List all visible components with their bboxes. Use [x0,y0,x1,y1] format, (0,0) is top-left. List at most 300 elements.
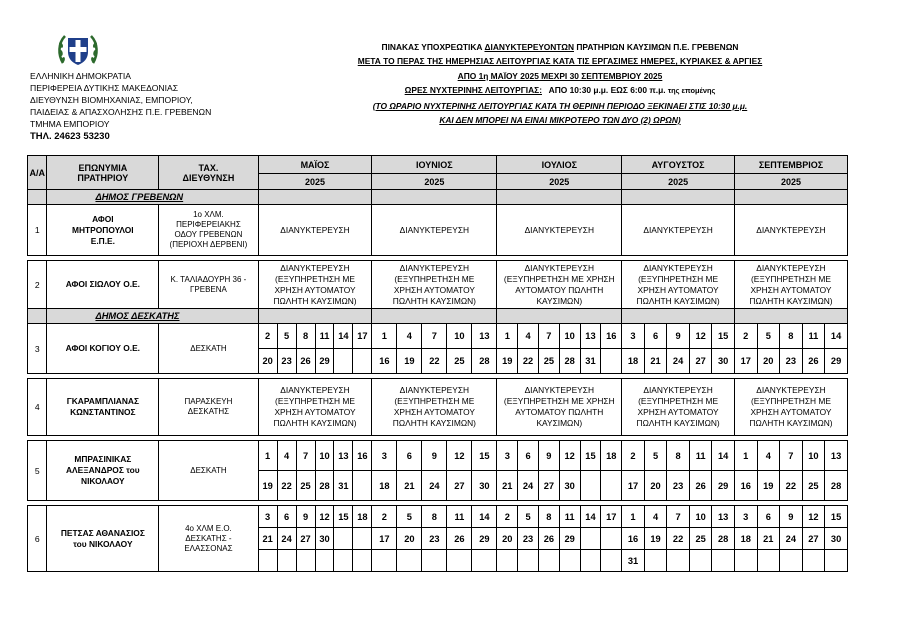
duty-day: 10 [447,324,472,349]
duty-day: 8 [538,506,559,528]
service-text: ΔΙΑΝΥΚΤΕΡΕΥΣΗ [756,262,826,273]
duty-day: 22 [667,528,690,550]
duty-day: 3 [734,506,757,528]
duty-day: 29 [559,528,580,550]
duty-day: 23 [667,471,690,501]
duty-day: 4 [757,441,780,471]
duty-day [780,550,803,572]
service-cell: ΔΙΑΝΥΚΤΕΡΕΥΣΗ [497,205,622,256]
duty-day: 7 [780,441,803,471]
duty-day [472,550,497,572]
duty-day: 20 [258,349,277,374]
service-text: ΧΡΗΣΗ ΑΥΤΟΜΑΤΟΥ [750,284,832,295]
duty-day: 14 [825,324,848,349]
section-spacer [28,190,47,205]
duty-day: 25 [447,349,472,374]
duty-day: 20 [644,471,667,501]
duty-day: 22 [518,349,539,374]
service-text: ΧΡΗΣΗ ΑΥΤΟΜΑΤΟΥ [393,407,475,417]
duty-day: 30 [472,471,497,501]
title-part: ΠΙΝΑΚΑΣ ΥΠΟΧΡΕΩΤΙΚΑ [381,42,485,52]
service-cell [734,261,847,309]
duty-day: 17 [353,324,372,349]
duty-day: 31 [580,349,601,374]
duty-day: 19 [757,471,780,501]
service-cell: ΔΙΑΝΥΚΤΕΡΕΥΣΗ [734,205,847,256]
duty-day: 28 [712,528,735,550]
duty-day: 25 [296,471,315,501]
station-address [159,379,258,436]
station-address-line: (ΠΕΡΙΟΧΗ ΔΕΡΒΕΝΙ) [169,240,248,249]
duty-day: 26 [538,528,559,550]
year-header: 2025 [622,174,735,190]
duty-day: 23 [780,349,803,374]
duty-day: 29 [315,349,334,374]
header-row [28,156,848,174]
station-name-line: ΠΕΤΣΑΣ ΑΘΑΝΑΣΙΟΣ [60,527,145,538]
duty-day: 28 [559,349,580,374]
duty-day [334,528,353,550]
duty-day: 13 [334,441,353,471]
service-text: (ΕΞΥΠΗΡΕΤΗΣΗ ΜΕ [751,273,831,284]
service-cell: ΔΙΑΝΥΚΤΕΡΕΥΣΗ [622,205,735,256]
year-header: 2025 [497,174,622,190]
service-cell [497,379,622,436]
duty-day: 2 [734,324,757,349]
section-spacer [372,309,497,324]
duty-day: 19 [397,349,422,374]
section-spacer [497,190,622,205]
service-text: ΑΥΤΟΜΑΤΟΥ ΠΩΛΗΤΗ [515,407,604,417]
duty-day: 12 [802,506,825,528]
duty-day: 16 [372,349,397,374]
duty-day [601,471,622,501]
service-text: ΔΙΑΝΥΚΤΕΡΕΥΣΗ [399,385,470,395]
service-cell: ΔΙΑΝΥΚΤΕΡΕΥΣΗ [258,205,372,256]
station-address [159,441,258,501]
station-number: 1 [28,205,47,256]
section-spacer [258,190,372,205]
duty-day: 18 [353,506,372,528]
duty-day: 7 [296,441,315,471]
station-row [28,261,848,309]
duty-day: 24 [277,528,296,550]
service-text: ΔΙΑΝΥΚΤΕΡΕΥΣΗ [524,262,594,273]
duty-day: 25 [802,471,825,501]
duty-day: 15 [825,506,848,528]
service-text: (ΕΞΥΠΗΡΕΤΗΣΗ ΜΕ ΧΡΗΣΗ [503,396,615,406]
station-address [159,324,258,374]
duty-day [334,550,353,572]
duty-day: 27 [689,349,712,374]
duty-day: 11 [802,324,825,349]
col-header-aa: Α/Α [28,156,47,190]
duty-day: 5 [397,506,422,528]
station-row [28,441,848,471]
service-text: ΔΙΑΝΥΚΤΕΡΕΥΣΗ [643,385,713,395]
month-header: ΑΥΓΟΥΣΤΟΣ [622,156,735,174]
duty-day: 9 [538,441,559,471]
duty-day: 14 [472,506,497,528]
station-address-line: ΠΕΡΙΦΕΡΕΙΑΚΗΣ [176,220,241,229]
duty-day: 16 [734,471,757,501]
service-text: ΧΡΗΣΗ ΑΥΤΟΜΑΤΟΥ [274,284,356,295]
station-address-line: ΓΡΕΒΕΝΑ [190,284,227,294]
service-text: ΚΑΥΣΙΜΩΝ) [536,418,583,428]
duty-day: 30 [825,528,848,550]
station-row [28,324,848,349]
duty-day [825,550,848,572]
duty-day [422,550,447,572]
duty-day: 21 [644,349,667,374]
station-address [159,205,258,256]
duty-day: 28 [472,349,497,374]
duty-day: 9 [780,506,803,528]
duty-day: 16 [601,324,622,349]
duty-day: 10 [315,441,334,471]
duty-day: 12 [315,506,334,528]
duty-day: 6 [644,324,667,349]
year-header: 2025 [258,174,372,190]
duty-day: 23 [518,528,539,550]
hours-value: ΑΠΟ 10:30 μ.μ. ΕΩΣ 6:00 π.μ. [542,85,668,96]
station-number: 5 [28,441,47,501]
title-line-1 [270,40,850,54]
duty-day: 6 [277,506,296,528]
title-part: ΠΡΑΤΗΡΙΩΝ ΚΑΥΣΙΜΩΝ Π.Ε. ΓΡΕΒΕΝΩΝ [574,42,739,52]
duty-day [601,528,622,550]
duty-day: 12 [689,324,712,349]
duty-day: 20 [497,528,518,550]
station-address-line: Κ. ΤΑΛΙΑΔΟΥΡΗ 36 - [170,274,247,284]
duty-day: 26 [689,471,712,501]
section-row [28,309,848,324]
duty-day: 11 [559,506,580,528]
station-row [28,506,848,528]
duty-day: 8 [780,324,803,349]
station-name-line: ΑΦΟΙ ΚΟΓΙΟΥ Ο.Ε. [65,343,141,353]
service-cell [497,261,622,309]
title-part: ΔΙΑΝΥΚΤΕΡΕΥΟΝΤΩΝ [484,42,574,52]
service-cell [622,261,735,309]
duty-day: 30 [712,349,735,374]
duty-day: 1 [734,441,757,471]
duty-day: 29 [472,528,497,550]
service-text: ΧΡΗΣΗ ΑΥΤΟΜΑΤΟΥ [750,407,832,417]
service-text: ΔΙΑΝΥΚΤΕΡΕΥΣΗ [524,385,594,395]
station-row [28,205,848,256]
duty-day: 2 [372,506,397,528]
station-name-line: του ΝΙΚΟΛΑΟΥ [73,538,133,549]
service-text: ΠΩΛΗΤΗ ΚΑΥΣΙΜΩΝ) [273,295,357,306]
station-name-line: ΚΩΝΣΤΑΝΤΙΝΟΣ [70,407,136,417]
schedule-table [27,155,848,572]
duty-day: 6 [757,506,780,528]
service-text: (ΕΞΥΠΗΡΕΤΗΣΗ ΜΕ ΧΡΗΣΗ [503,273,615,284]
duty-day: 8 [422,506,447,528]
month-header: ΙΟΥΝΙΟΣ [372,156,497,174]
duty-day: 9 [667,324,690,349]
service-cell [622,379,735,436]
duty-day [353,528,372,550]
duty-day [667,550,690,572]
duty-day [277,550,296,572]
year-header: 2025 [372,174,497,190]
duty-day: 17 [734,349,757,374]
duty-day: 13 [472,324,497,349]
title-line-5: (ΤΟ ΩΡΑΡΙΟ ΝΥΧΤΕΡΙΝΗΣ ΛΕΙΤΟΥΡΓΙΑΣ ΚΑΤΑ ΤΗ ΘΕΡΙΝΗ ΠΕΡΙΟΔΟ ΞΕΚΙΝΑΕΙ ΣΤΙΣ 10:30 μ.μ. [372,100,748,111]
duty-day: 18 [734,528,757,550]
station-number: 4 [28,379,47,436]
header-line: ΤΑΧ. [198,162,219,173]
station-name-line: ΜΠΡΑΣΙΝΙΚΑΣ [74,454,132,464]
service-text: ΔΙΑΝΥΚΤΕΡΕΥΣΗ [280,385,350,395]
duty-day: 9 [422,441,447,471]
station-address-line: ΔΕΣΚΑΤΗ [190,343,227,353]
duty-day [447,550,472,572]
duty-day: 9 [296,506,315,528]
duty-day: 7 [422,324,447,349]
service-text: (ΕΞΥΠΗΡΕΤΗΣΗ ΜΕ [275,273,355,284]
service-text: ΠΩΛΗΤΗ ΚΑΥΣΙΜΩΝ) [392,418,476,428]
duty-day: 24 [780,528,803,550]
duty-day: 11 [689,441,712,471]
duty-day: 19 [258,471,277,501]
duty-day: 20 [397,528,422,550]
station-row [28,379,848,436]
service-cell [258,379,372,436]
duty-day: 28 [315,471,334,501]
service-cell [372,261,497,309]
section-row [28,190,848,205]
col-header-address [159,156,258,190]
duty-day: 26 [802,349,825,374]
duty-day: 5 [644,441,667,471]
duty-day: 10 [559,324,580,349]
duty-day [353,471,372,501]
duty-day: 13 [712,506,735,528]
station-number: 6 [28,506,47,572]
duty-day: 19 [644,528,667,550]
duty-day: 12 [447,441,472,471]
service-text: ΚΑΥΣΙΜΩΝ) [536,295,583,306]
duty-day [601,349,622,374]
duty-day: 15 [334,506,353,528]
duty-day: 13 [580,324,601,349]
duty-day: 31 [334,471,353,501]
station-name-line: Ε.Π.Ε. [90,235,115,246]
duty-day: 17 [622,471,645,501]
service-text: ΠΩΛΗΤΗ ΚΑΥΣΙΜΩΝ) [636,295,720,306]
service-text: ΠΩΛΗΤΗ ΚΑΥΣΙΜΩΝ) [749,295,833,306]
duty-day: 24 [422,471,447,501]
header-line: ΔΙΕΥΘΥΝΣΗ [182,172,235,183]
station-address-line: ΠΑΡΑΣΚΕΥΗ [184,397,233,406]
duty-day: 24 [518,471,539,501]
duty-day: 10 [802,441,825,471]
title-line-2: ΜΕΤΑ ΤΟ ΠΕΡΑΣ ΤΗΣ ΗΜΕΡΗΣΙΑΣ ΛΕΙΤΟΥΡΓΙΑΣ ΚΑΤΑ ΤΙΣ ΕΡΓΑΣΙΜΕΣ ΗΜΕΡΕΣ, ΚΥΡΙΑΚΕΣ & ΑΡΓΙΕΣ [357,56,763,67]
station-name-line: ΑΦΟΙ ΣΙΩΛΟΥ Ο.Ε. [65,279,140,289]
duty-day: 21 [757,528,780,550]
duty-day [580,471,601,501]
duty-day: 14 [580,506,601,528]
duty-day: 15 [472,441,497,471]
duty-day: 5 [518,506,539,528]
duty-day: 5 [277,324,296,349]
duty-day [258,550,277,572]
duty-day: 3 [497,441,518,471]
section-spacer [622,309,735,324]
month-header: ΜΑΪΟΣ [258,156,372,174]
duty-day: 26 [447,528,472,550]
duty-day: 16 [622,528,645,550]
duty-day: 20 [757,349,780,374]
duty-day [353,550,372,572]
duty-day [757,550,780,572]
duty-day [601,550,622,572]
duty-day: 3 [372,441,397,471]
duty-day [518,550,539,572]
station-name [47,506,159,572]
station-address-line: ΔΕΣΚΑΤΗΣ - [185,533,232,543]
duty-day: 27 [447,471,472,501]
section-spacer [28,309,47,324]
duty-day: 26 [296,349,315,374]
duty-day: 27 [538,471,559,501]
service-cell: ΔΙΑΝΥΚΤΕΡΕΥΣΗ [372,205,497,256]
duty-day [397,550,422,572]
duty-day: 2 [622,441,645,471]
section-spacer [372,190,497,205]
duty-day: 8 [667,441,690,471]
section-name: ΔΗΜΟΣ ΓΡΕΒΕΝΩΝ [47,190,258,205]
service-text: ΧΡΗΣΗ ΑΥΤΟΜΑΤΟΥ [637,284,719,295]
duty-day: 30 [559,471,580,501]
service-text: ΑΥΤΟΜΑΤΟΥ ΠΩΛΗΤΗ [515,284,604,295]
service-cell [372,379,497,436]
service-text: (ΕΞΥΠΗΡΕΤΗΣΗ ΜΕ [394,396,475,406]
station-name-line: ΜΗΤΡΟΠΟΥΛΟΙ [72,224,134,235]
duty-day: 14 [712,441,735,471]
issuer-line: ΤΜΗΜΑ ΕΜΠΟΡΙΟΥ [30,119,110,129]
duty-day [372,550,397,572]
greek-emblem-icon [57,33,99,67]
service-text: ΧΡΗΣΗ ΑΥΤΟΜΑΤΟΥ [393,284,475,295]
duty-day [559,550,580,572]
service-text: ΠΩΛΗΤΗ ΚΑΥΣΙΜΩΝ) [392,295,476,306]
duty-day [538,550,559,572]
service-text: (ΕΞΥΠΗΡΕΤΗΣΗ ΜΕ [394,273,475,284]
phone-number: ΤΗΛ. 24623 53230 [30,131,110,142]
title-line-3: ΑΠΟ 1η ΜΑΪΟΥ 2025 ΜΕΧΡΙ 30 ΣΕΠΤΕΜΒΡΙΟΥ 2025 [457,70,663,81]
duty-day [644,550,667,572]
service-text: ΔΙΑΝΥΚΤΕΡΕΥΣΗ [643,262,713,273]
station-name-line: ΝΙΚΟΛΑΟΥ [81,476,125,486]
duty-day: 29 [712,471,735,501]
duty-day: 2 [258,324,277,349]
month-header: ΣΕΠΤΕΜΒΡΙΟΣ [734,156,847,174]
station-address-line: ΔΕΣΚΑΤΗ [190,465,227,475]
station-address-line: 1ο ΧΛΜ. [193,210,224,219]
duty-day: 22 [422,349,447,374]
section-spacer [497,309,622,324]
duty-day: 25 [538,349,559,374]
service-text: ΧΡΗΣΗ ΑΥΤΟΜΑΤΟΥ [637,407,719,417]
duty-day [802,550,825,572]
duty-day [315,550,334,572]
duty-day: 1 [258,441,277,471]
duty-day: 3 [258,506,277,528]
service-text: (ΕΞΥΠΗΡΕΤΗΣΗ ΜΕ [638,396,719,406]
station-name [47,441,159,501]
duty-day: 15 [580,441,601,471]
service-text: (ΕΞΥΠΗΡΕΤΗΣΗ ΜΕ [275,396,355,406]
section-spacer [622,190,735,205]
month-header: ΙΟΥΛΙΟΣ [497,156,622,174]
duty-day: 4 [277,441,296,471]
duty-day: 27 [802,528,825,550]
duty-day: 19 [497,349,518,374]
title-line-6: ΚΑΙ ΔΕΝ ΜΠΟΡΕΙ ΝΑ ΕΙΝΑΙ ΜΙΚΡΟΤΕΡΟ ΤΩΝ ΔΥΟ (2) ΩΡΩΝ) [439,115,681,126]
service-text: ΔΙΑΝΥΚΤΕΡΕΥΣΗ [399,262,470,273]
station-name-line: ΑΦΟΙ [92,213,114,224]
station-address [159,506,258,572]
col-header-name [47,156,159,190]
service-text: (ΕΞΥΠΗΡΕΤΗΣΗ ΜΕ [751,396,831,406]
issuer-block [30,70,211,143]
station-name [47,205,159,256]
service-text: (ΕΞΥΠΗΡΕΤΗΣΗ ΜΕ [638,273,719,284]
duty-day: 15 [712,324,735,349]
service-text: ΧΡΗΣΗ ΑΥΤΟΜΑΤΟΥ [274,407,356,417]
header-line: ΕΠΩΝΥΜΙΑ [78,162,128,173]
document-title-block [270,40,850,127]
duty-day: 17 [372,528,397,550]
section-name: ΔΗΜΟΣ ΔΕΣΚΑΤΗΣ [47,309,258,324]
duty-day [497,550,518,572]
duty-day: 8 [296,324,315,349]
duty-day: 21 [258,528,277,550]
duty-day: 7 [667,506,690,528]
duty-day: 1 [372,324,397,349]
duty-day: 23 [277,349,296,374]
station-number: 2 [28,261,47,309]
station-address [159,261,258,309]
duty-day [734,550,757,572]
service-text: ΠΩΛΗΤΗ ΚΑΥΣΙΜΩΝ) [273,418,357,428]
duty-day: 23 [422,528,447,550]
hours-suffix: της επομένης [667,86,716,96]
duty-day: 22 [277,471,296,501]
issuer-line: ΕΛΛΗΝΙΚΗ ΔΗΜΟΚΡΑΤΙΑ [30,71,131,81]
duty-day: 13 [825,441,848,471]
station-name [47,261,159,309]
duty-day [296,550,315,572]
hours-label: ΩΡΕΣ ΝΥΧΤΕΡΙΝΗΣ ΛΕΙΤΟΥΡΓΙΑΣ: [404,85,542,96]
station-address-line: ΟΔΟΥ ΓΡΕΒΕΝΩΝ [174,230,243,239]
duty-day [580,550,601,572]
duty-day: 25 [689,528,712,550]
station-address-line: 4ο ΧΛΜ Ε.Ο. [185,523,232,533]
duty-day: 18 [601,441,622,471]
duty-day [712,550,735,572]
service-text: ΔΙΑΝΥΚΤΕΡΕΥΣΗ [756,385,826,395]
service-cell [734,379,847,436]
duty-day: 11 [315,324,334,349]
issuer-line: ΠΕΡΙΦΕΡΕΙΑ ΔΥΤΙΚΗΣ ΜΑΚΕΔΟΝΙΑΣ [30,83,179,93]
station-name [47,324,159,374]
duty-day: 10 [689,506,712,528]
